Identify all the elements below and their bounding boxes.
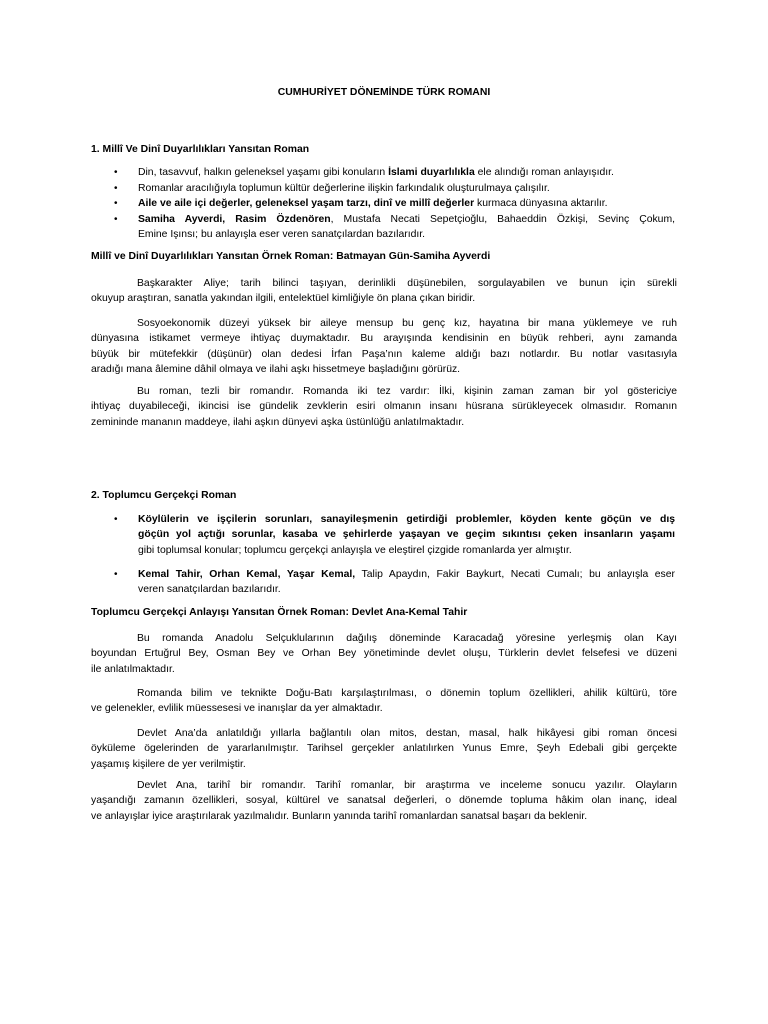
section2-paragraph-2 bbox=[91, 686, 677, 717]
section1-paragraph-1 bbox=[91, 276, 677, 307]
list-item-text: , Mustafa Necati Sepetçioğlu, Bahaeddin Özkişi, Sevinç Çokum, bbox=[330, 214, 675, 225]
section1-example-heading: Millî ve Dinî Duyarlılıkları Yansıtan Örnek Roman: Batmayan Gün-Samiha Ayverdi bbox=[91, 251, 491, 262]
paragraph-line: aradığı mana âlemine dâhil olmaya ve ilahi aşkı hissetmeye başladığını görürüz. bbox=[91, 363, 461, 375]
list-item-text: Din, tasavvuf, halkın geleneksel yaşamı gibi konuların bbox=[138, 167, 389, 178]
list-item-line: göçün yol açtığı sorunlar, kasaba ve şehirlerde yaşayan ve geçim sıkıntısı çeken insanların yaşamı bbox=[138, 529, 675, 541]
section2-example-heading: Toplumcu Gerçekçi Anlayışı Yansıtan Örnek Roman: Devlet Ana-Kemal Tahir bbox=[91, 607, 468, 618]
list-item-line bbox=[138, 567, 675, 582]
paragraph-line: yaşandığı zamanın özellikleri, sosyal, kültürel ve sanatsal değerleri, o dönemde topluma hâkim olan inanç, ideal bbox=[91, 795, 677, 807]
section1-paragraph-3 bbox=[91, 384, 677, 430]
paragraph-line: ihtiyaç duyabileceği, ikincisi ise gündelik zevklerin esiri olmanın insanı hüsrana sürükleyecek olmasıdır. Romanın bbox=[91, 401, 677, 413]
list-item-line: veren sanatçılardan bazılarıdır. bbox=[138, 584, 281, 596]
list-item-text: Talip Apaydın, Fakir Baykurt, Necati Cumalı; bu anlayışla eser bbox=[355, 569, 675, 580]
list-item bbox=[138, 196, 675, 211]
list-item bbox=[138, 165, 675, 180]
paragraph-line: ve anlayışlar iyice araştırılarak yazılmalıdır. Bunların yanında tarihî romanlardan sanatsal başarı da beklenir. bbox=[91, 810, 588, 822]
paragraph-line: Bu romanda Anadolu Selçuklularının dağılış döneminde Karacadağ yöresine yerleşmiş olan Kayı bbox=[137, 633, 677, 644]
bullet-marker: • bbox=[114, 167, 118, 178]
paragraph-line: öyküleme ögelerinden de yararlanılmıştır. Tarihsel gerçekler anlatılırken Yunus Emre, Şeyh Edebali gibi gerçekte bbox=[91, 743, 677, 755]
paragraph-line: boyundan Ertuğrul Bey, Osman Bey ve Orhan Bey yönetiminde devlet oluşu, Türklerin devlet felsefesi ve düzeni bbox=[91, 648, 677, 660]
section1-paragraph-2 bbox=[91, 316, 677, 377]
section1-heading: 1. Millî Ve Dinî Duyarlılıkları Yansıtan Roman bbox=[91, 144, 310, 155]
paragraph-line: Devlet Ana, tarihî bir romandır. Tarihî romanlar, bir araştırma ve inceleme sonucu yazılır. Olayların bbox=[137, 780, 677, 791]
list-item-text: Romanlar aracılığıyla toplumun kültür değerlerine ilişkin farkındalık oluşturulmaya çalışılır. bbox=[138, 183, 550, 194]
list-item bbox=[138, 212, 675, 243]
paragraph-line: yaşamış kişilere de yer verilmiştir. bbox=[91, 758, 246, 770]
paragraph-line: ile anlatılmaktadır. bbox=[91, 663, 175, 675]
document-title: CUMHURİYET DÖNEMİNDE TÜRK ROMANI bbox=[277, 87, 491, 98]
bullet-marker: • bbox=[114, 214, 118, 225]
bullet-marker: • bbox=[114, 198, 118, 209]
paragraph-line: Devlet Ana’da anlatıldığı yıllarla bağlantılı olan mitos, destan, masal, halk hikâyesi gibi roman öncesi bbox=[137, 728, 677, 739]
paragraph-line: Bu roman, tezli bir romandır. Romanda iki tez vardır: İlki, kişinin zaman zaman bir yol göstericiye bbox=[137, 386, 677, 397]
list-item-emphasis: Kemal Tahir, Orhan Kemal, Yaşar Kemal, bbox=[138, 569, 356, 580]
paragraph-line: Sosyoekonomik düzeyi yüksek bir aileye mensup bu genç kız, hayatına bir mana yüklemeye ve ruh bbox=[137, 318, 677, 329]
list-item-line bbox=[138, 212, 675, 227]
paragraph-line: dünyasına istikamet vermeye ihtiyaç duymaktadır. Bu arayışında kendisinin en büyük rehberi, aynı zamanda bbox=[91, 333, 677, 345]
list-item-emphasis: Samiha Ayverdi, Rasim Özdenören bbox=[138, 214, 331, 225]
list-item-text: kurmaca dünyasına aktarılır. bbox=[474, 198, 608, 209]
section2-paragraph-4 bbox=[91, 778, 677, 824]
paragraph-line: Başkarakter Aliye; tarih bilinci taşıyan, derinlikli düşünebilen, sorgulayabilen ve bunun için sürekli bbox=[137, 278, 677, 289]
list-item-emphasis: Aile ve aile içi değerler, geleneksel yaşam tarzı, dinî ve millî değerler bbox=[138, 198, 475, 209]
list-item bbox=[138, 512, 675, 558]
section2-paragraph-1 bbox=[91, 631, 677, 677]
list-item-text: ele alındığı roman anlayışıdır. bbox=[474, 167, 614, 178]
bullet-marker: • bbox=[114, 514, 118, 525]
list-item-line: gibi toplumsal konular; toplumcu gerçekçi anlayışla ve eleştirel çizgide romanlarda yer almıştır. bbox=[138, 544, 572, 556]
list-item-line: Emine Işınsı; bu anlayışla eser veren sanatçılardan bazılarıdır. bbox=[138, 229, 426, 241]
bullet-marker: • bbox=[114, 569, 118, 580]
section2-paragraph-3 bbox=[91, 726, 677, 772]
paragraph-line: Romanda bilim ve teknikte Doğu-Batı karşılaştırılması, o dönemin toplum özellikleri, ahilik kültürü, töre bbox=[137, 688, 677, 699]
paragraph-line: okuyup araştıran, sanatla yakından ilgili, entelektüel kimliğiyle ön plana çıkan biridir. bbox=[91, 293, 476, 305]
list-item-emphasis: İslami duyarlılıkla bbox=[388, 167, 475, 178]
paragraph-line: büyük bir mütefekkir (düşünür) olan dedesi İrfan Paşa’nın kaleme aldığı bazı notlardır. Bu notlar vasıtasıyla bbox=[91, 348, 677, 360]
paragraph-line: ve gelenekler, evlilik müessesesi ve inanışlar da yer almaktadır. bbox=[91, 703, 383, 715]
paragraph-line: zemininde mananın maddeye, ilahi aşkın dünyevi aşka üstünlüğü anlatılmaktadır. bbox=[91, 416, 465, 428]
bullet-marker: • bbox=[114, 183, 118, 194]
section2-heading: 2. Toplumcu Gerçekçi Roman bbox=[91, 490, 237, 501]
list-item-line: Köylülerin ve işçilerin sorunları, sanayileşmenin getirdiği problemler, köyden kente göçün ve dış bbox=[138, 514, 675, 525]
list-item bbox=[138, 567, 675, 598]
list-item bbox=[138, 181, 675, 196]
